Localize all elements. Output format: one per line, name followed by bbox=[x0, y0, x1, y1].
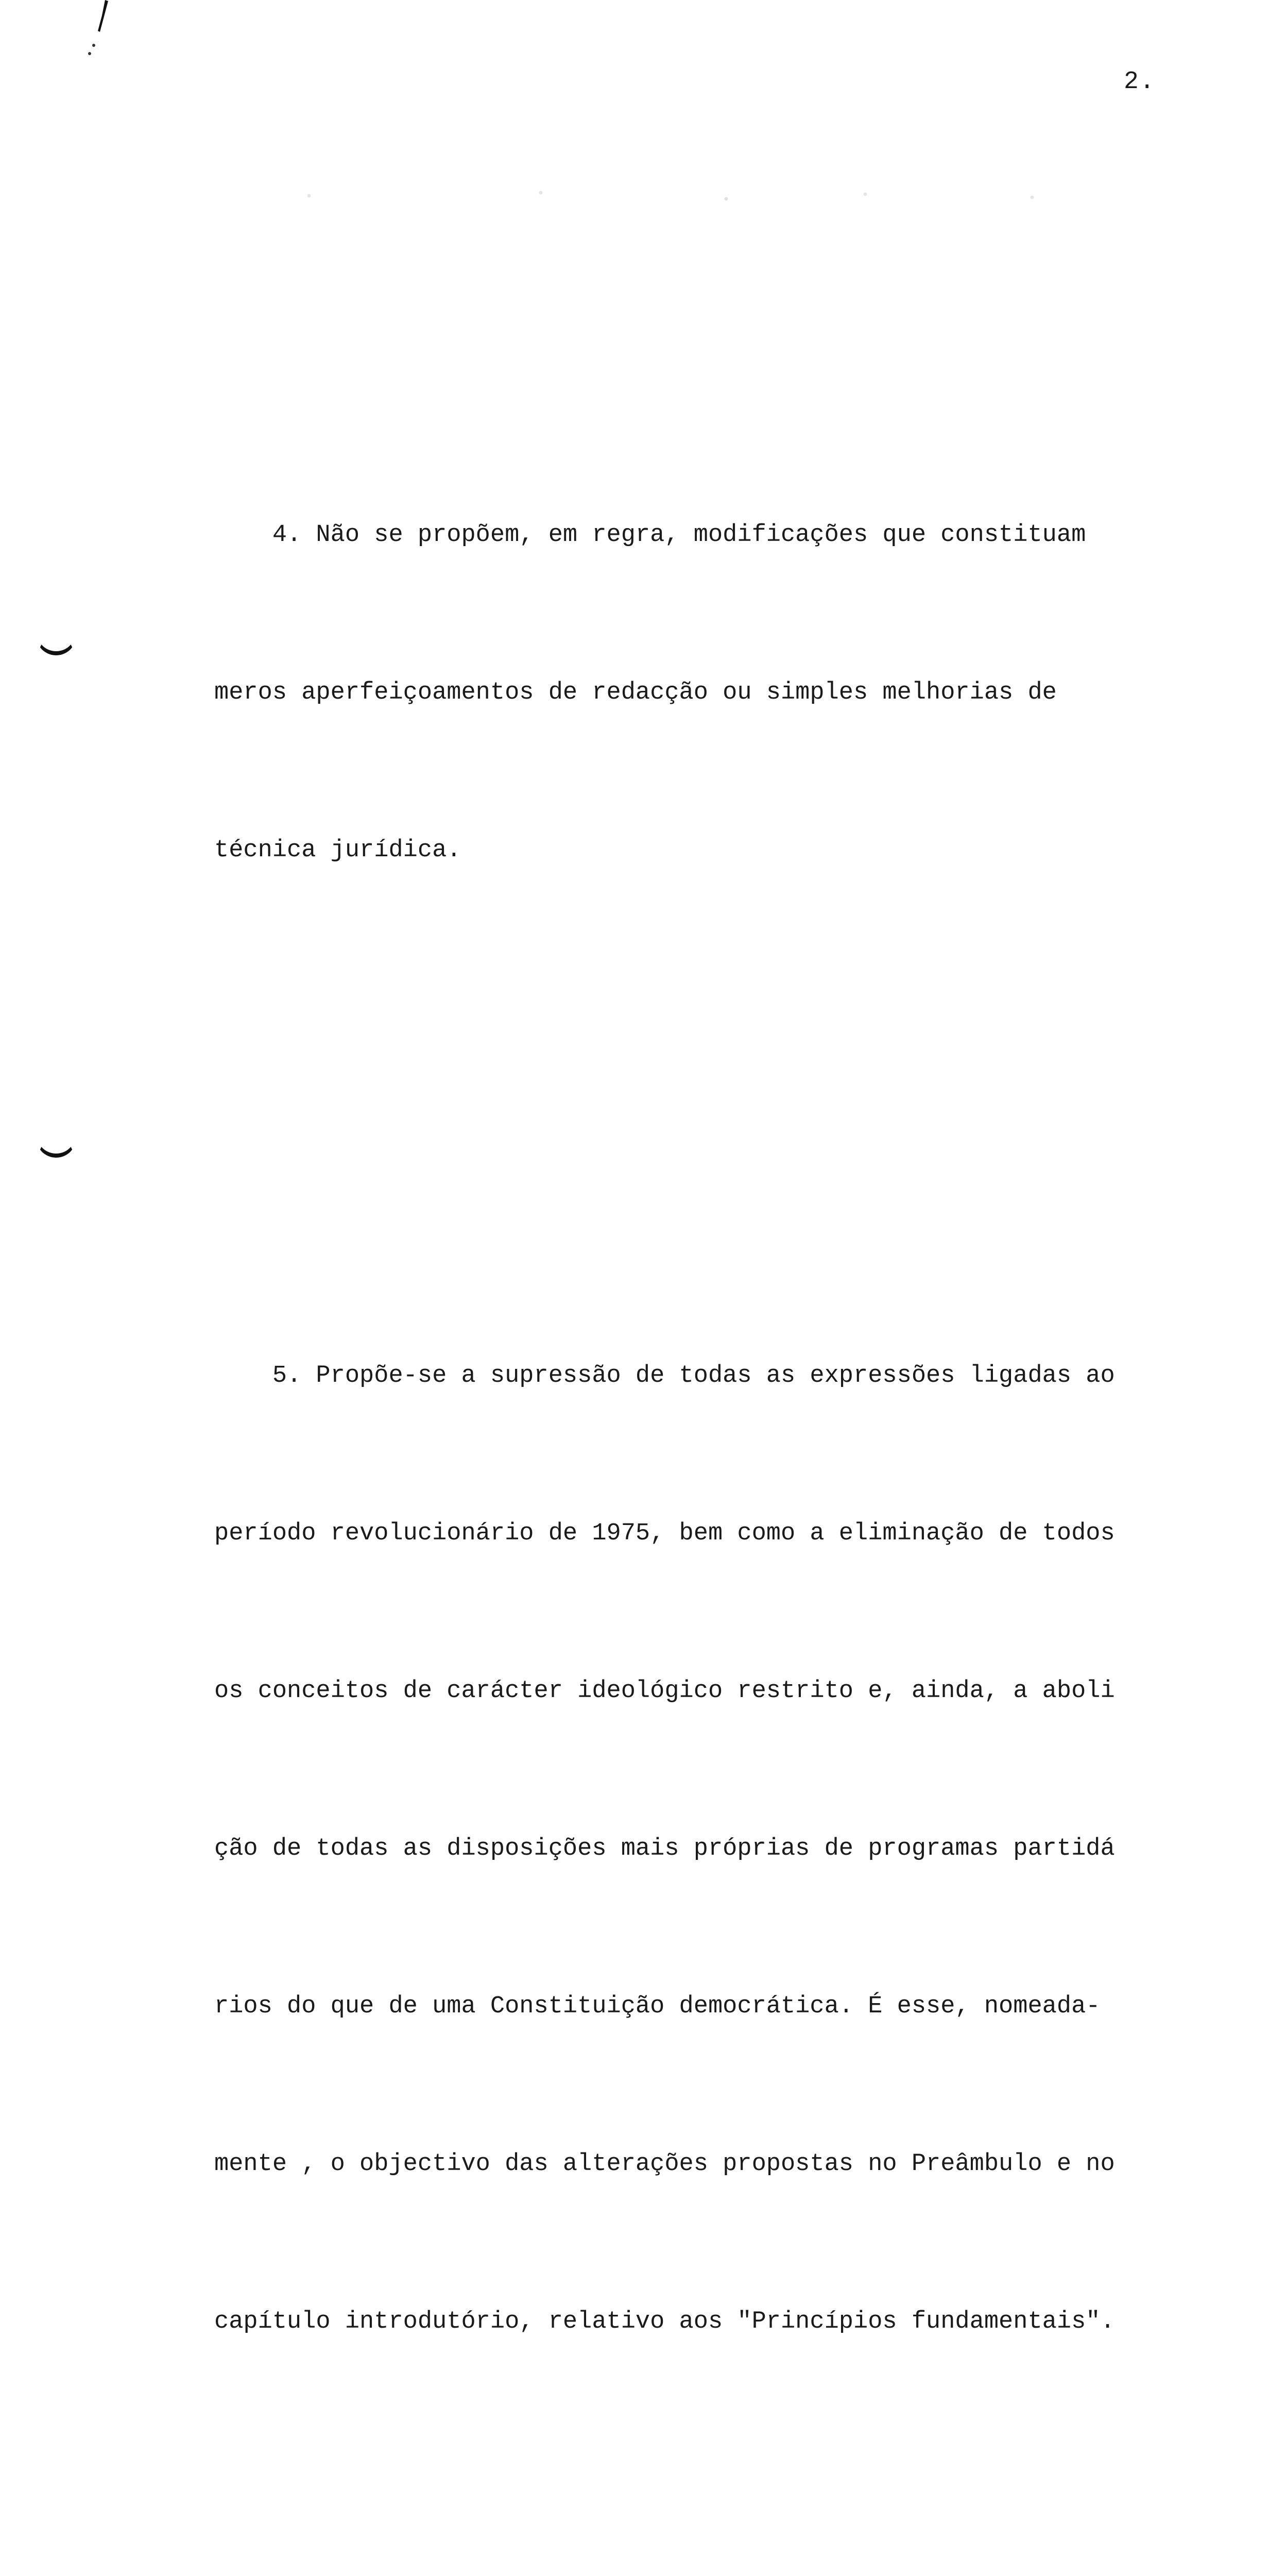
pen-mark bbox=[82, 0, 113, 82]
binder-hole-mark bbox=[36, 634, 76, 655]
text-line: capítulo introdutório, relativo aos "Princípios fundamentais". bbox=[214, 2308, 1115, 2335]
binder-hole-mark bbox=[36, 1136, 76, 1158]
text-line: período revolucionário de 1975, bem como a eliminação de todos bbox=[214, 1520, 1115, 1547]
text-line: ção de todas as disposições mais próprias de programas partidá bbox=[214, 1835, 1115, 1862]
text-line: 5. Propõe-se a supressão de todas as expressões ligadas ao bbox=[214, 1362, 1115, 1389]
paragraph-5 bbox=[214, 1245, 1203, 2453]
paragraph-4 bbox=[214, 404, 1203, 982]
text-line: rios do que de uma Constituição democrática. É esse, nomeada- bbox=[214, 1993, 1101, 2020]
text-line: mente , o objectivo das alterações propostas no Preâmbulo e no bbox=[214, 2150, 1115, 2178]
text-line: 4. Não se propõem, em regra, modificações que constituam bbox=[214, 521, 1086, 549]
text-line: técnica jurídica. bbox=[214, 837, 461, 864]
scan-artifact bbox=[216, 180, 1143, 211]
page-number: 2. bbox=[1124, 68, 1156, 96]
text-line: os conceitos de carácter ideológico restrito e, ainda, a aboli bbox=[214, 1677, 1115, 1705]
body-text bbox=[214, 299, 1203, 2576]
text-line: meros aperfeiçoamentos de redacção ou simples melhorias de bbox=[214, 679, 1057, 706]
